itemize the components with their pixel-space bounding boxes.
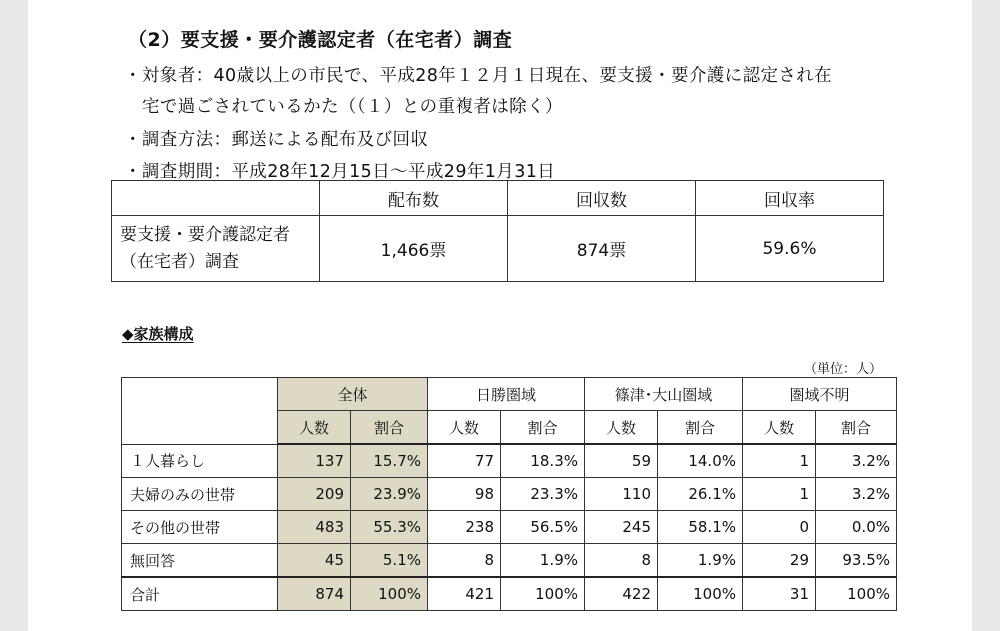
family-section-title: ◆家族構成 — [122, 325, 194, 343]
cell: 1.9% — [658, 544, 743, 578]
cell: 1 — [743, 444, 816, 478]
survey-header-rate: 回収率 — [696, 181, 884, 216]
cell: 93.5% — [816, 544, 897, 578]
group-header-nissho: 日勝圏域 — [428, 378, 585, 411]
cell: 421 — [428, 577, 501, 611]
unit-note: （単位：人） — [804, 362, 883, 377]
cell: 3.2% — [816, 478, 897, 511]
cell: 18.3% — [501, 444, 585, 478]
survey-row-label-line1: 要支援・要介護認定者 — [120, 224, 290, 245]
cell: 98 — [428, 478, 501, 511]
survey-row-label-line2: （在宅者）調査 — [120, 251, 239, 272]
total-label: 合計 — [122, 577, 278, 611]
survey-collected-value: 874票 — [508, 216, 696, 282]
cell: 5.1% — [351, 544, 428, 578]
cell: 0.0% — [816, 511, 897, 544]
cell: 58.1% — [658, 511, 743, 544]
cell: 77 — [428, 444, 501, 478]
cell: 45 — [278, 544, 351, 578]
subheader-ratio: 割合 — [351, 411, 428, 445]
row-label: 無回答 — [122, 544, 278, 578]
survey-distributed-value: 1,466票 — [320, 216, 508, 282]
group-header-all: 全体 — [278, 378, 428, 411]
subheader-count: 人数 — [585, 411, 658, 445]
cell: 422 — [585, 577, 658, 611]
table-row — [122, 478, 897, 511]
row-label: １人暮らし — [122, 444, 278, 478]
survey-table — [111, 180, 884, 282]
cell: 100% — [816, 577, 897, 611]
row-label: その他の世帯 — [122, 511, 278, 544]
bullet-target-continued: 宅で過ごされているかた（（１）との重複者は除く） — [142, 97, 563, 117]
subheader-ratio: 割合 — [658, 411, 743, 445]
cell: 23.9% — [351, 478, 428, 511]
bullet-period: ・調査期間：平成28年12月15日～平成29年1月31日 — [124, 162, 556, 182]
cell: 238 — [428, 511, 501, 544]
cell: 15.7% — [351, 444, 428, 478]
survey-header-blank — [112, 181, 320, 216]
cell: 1 — [743, 478, 816, 511]
cell: 245 — [585, 511, 658, 544]
subheader-count: 人数 — [428, 411, 501, 445]
table-row — [122, 544, 897, 578]
cell: 110 — [585, 478, 658, 511]
cell: 14.0% — [658, 444, 743, 478]
subheader-count: 人数 — [278, 411, 351, 445]
cell: 209 — [278, 478, 351, 511]
cell: 100% — [351, 577, 428, 611]
cell: 8 — [585, 544, 658, 578]
document-page — [28, 0, 972, 631]
table-row — [122, 511, 897, 544]
subheader-ratio: 割合 — [501, 411, 585, 445]
cell: 31 — [743, 577, 816, 611]
section-heading: （2）要支援・要介護認定者（在宅者）調査 — [128, 29, 513, 51]
cell: 874 — [278, 577, 351, 611]
cell: 1.9% — [501, 544, 585, 578]
group-header-unknown: 圏域不明 — [743, 378, 897, 411]
survey-header-collected: 回収数 — [508, 181, 696, 216]
subheader-count: 人数 — [743, 411, 816, 445]
table-row — [122, 444, 897, 478]
subheader-ratio: 割合 — [816, 411, 897, 445]
cell: 56.5% — [501, 511, 585, 544]
group-header-shinotsu-oyama: 篠津･大山圏域 — [585, 378, 743, 411]
family-table — [121, 377, 897, 611]
bullet-target: ・対象者：40歳以上の市民で、平成28年１２月１日現在、要支援・要介護に認定され在 — [124, 66, 833, 86]
cell: 29 — [743, 544, 816, 578]
row-label: 夫婦のみの世帯 — [122, 478, 278, 511]
cell: 137 — [278, 444, 351, 478]
bullet-method: ・調査方法：郵送による配布及び回収 — [124, 130, 429, 150]
survey-header-distributed: 配布数 — [320, 181, 508, 216]
survey-row-label — [112, 216, 320, 282]
family-header-blank — [122, 378, 278, 445]
cell: 100% — [501, 577, 585, 611]
cell: 3.2% — [816, 444, 897, 478]
total-row — [122, 577, 897, 611]
cell: 100% — [658, 577, 743, 611]
cell: 26.1% — [658, 478, 743, 511]
cell: 483 — [278, 511, 351, 544]
cell: 55.3% — [351, 511, 428, 544]
cell: 0 — [743, 511, 816, 544]
cell: 59 — [585, 444, 658, 478]
cell: 23.3% — [501, 478, 585, 511]
survey-rate-value: 59.6% — [696, 216, 884, 282]
cell: 8 — [428, 544, 501, 578]
